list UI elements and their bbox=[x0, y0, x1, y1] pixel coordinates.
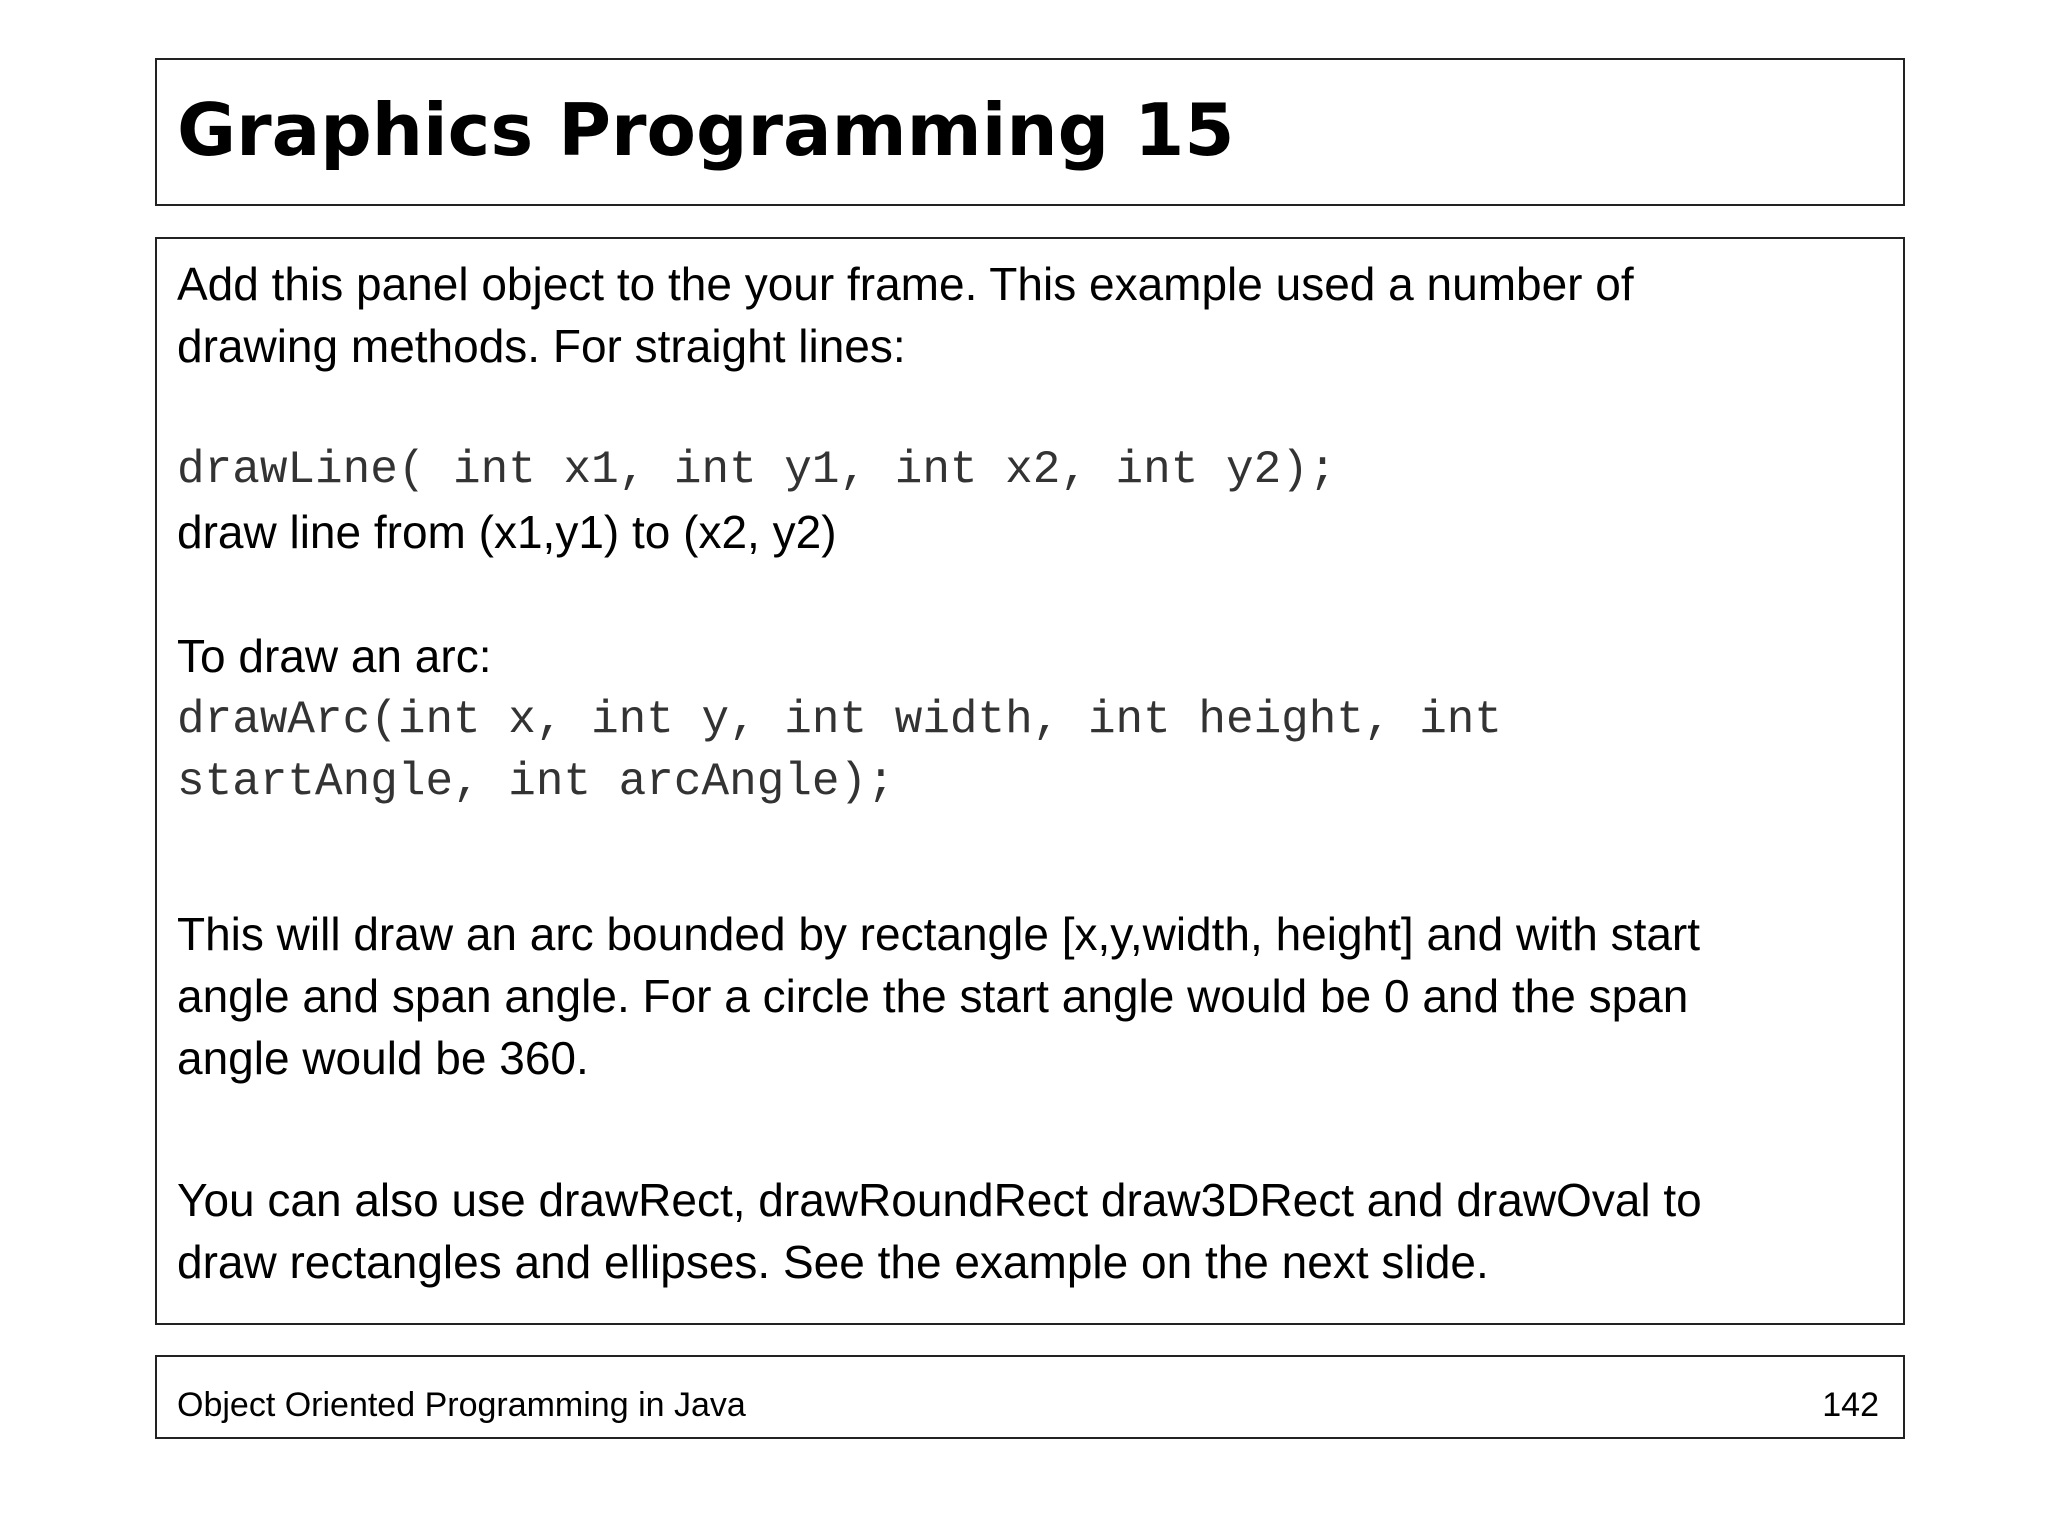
footer-page-number: 142 bbox=[1822, 1386, 1879, 1424]
drawarc-code: drawArc(int x, int y, int width, int height, int startAngle, int arcAngle); bbox=[177, 694, 1503, 808]
intro-paragraph: Add this panel object to the your frame. This example used a number of drawing methods. For straight lines: bbox=[177, 258, 1634, 372]
slide-content-box bbox=[155, 237, 1905, 1325]
other-methods-paragraph: You can also use drawRect, drawRoundRect draw3DRect and drawOval to draw rectangles and ellipses. See the example on the next slide. bbox=[177, 1174, 1702, 1288]
arc-description: This will draw an arc bounded by rectangle [x,y,width, height] and with start angle and span angle. For a circle the start angle would be 0 and the span angle would be 360. bbox=[177, 908, 1701, 1084]
slide-title: Graphics Programming 15 bbox=[177, 88, 1235, 172]
footer-course-title: Object Oriented Programming in Java bbox=[177, 1386, 746, 1424]
slide-content bbox=[177, 253, 1883, 1293]
slide-footer bbox=[155, 1355, 1905, 1439]
slide-title-box bbox=[155, 58, 1905, 206]
arc-intro: To draw an arc: bbox=[177, 630, 492, 682]
drawline-code: drawLine( int x1, int y1, int x2, int y2); bbox=[177, 444, 1337, 496]
drawline-description: draw line from (x1,y1) to (x2, y2) bbox=[177, 506, 837, 558]
